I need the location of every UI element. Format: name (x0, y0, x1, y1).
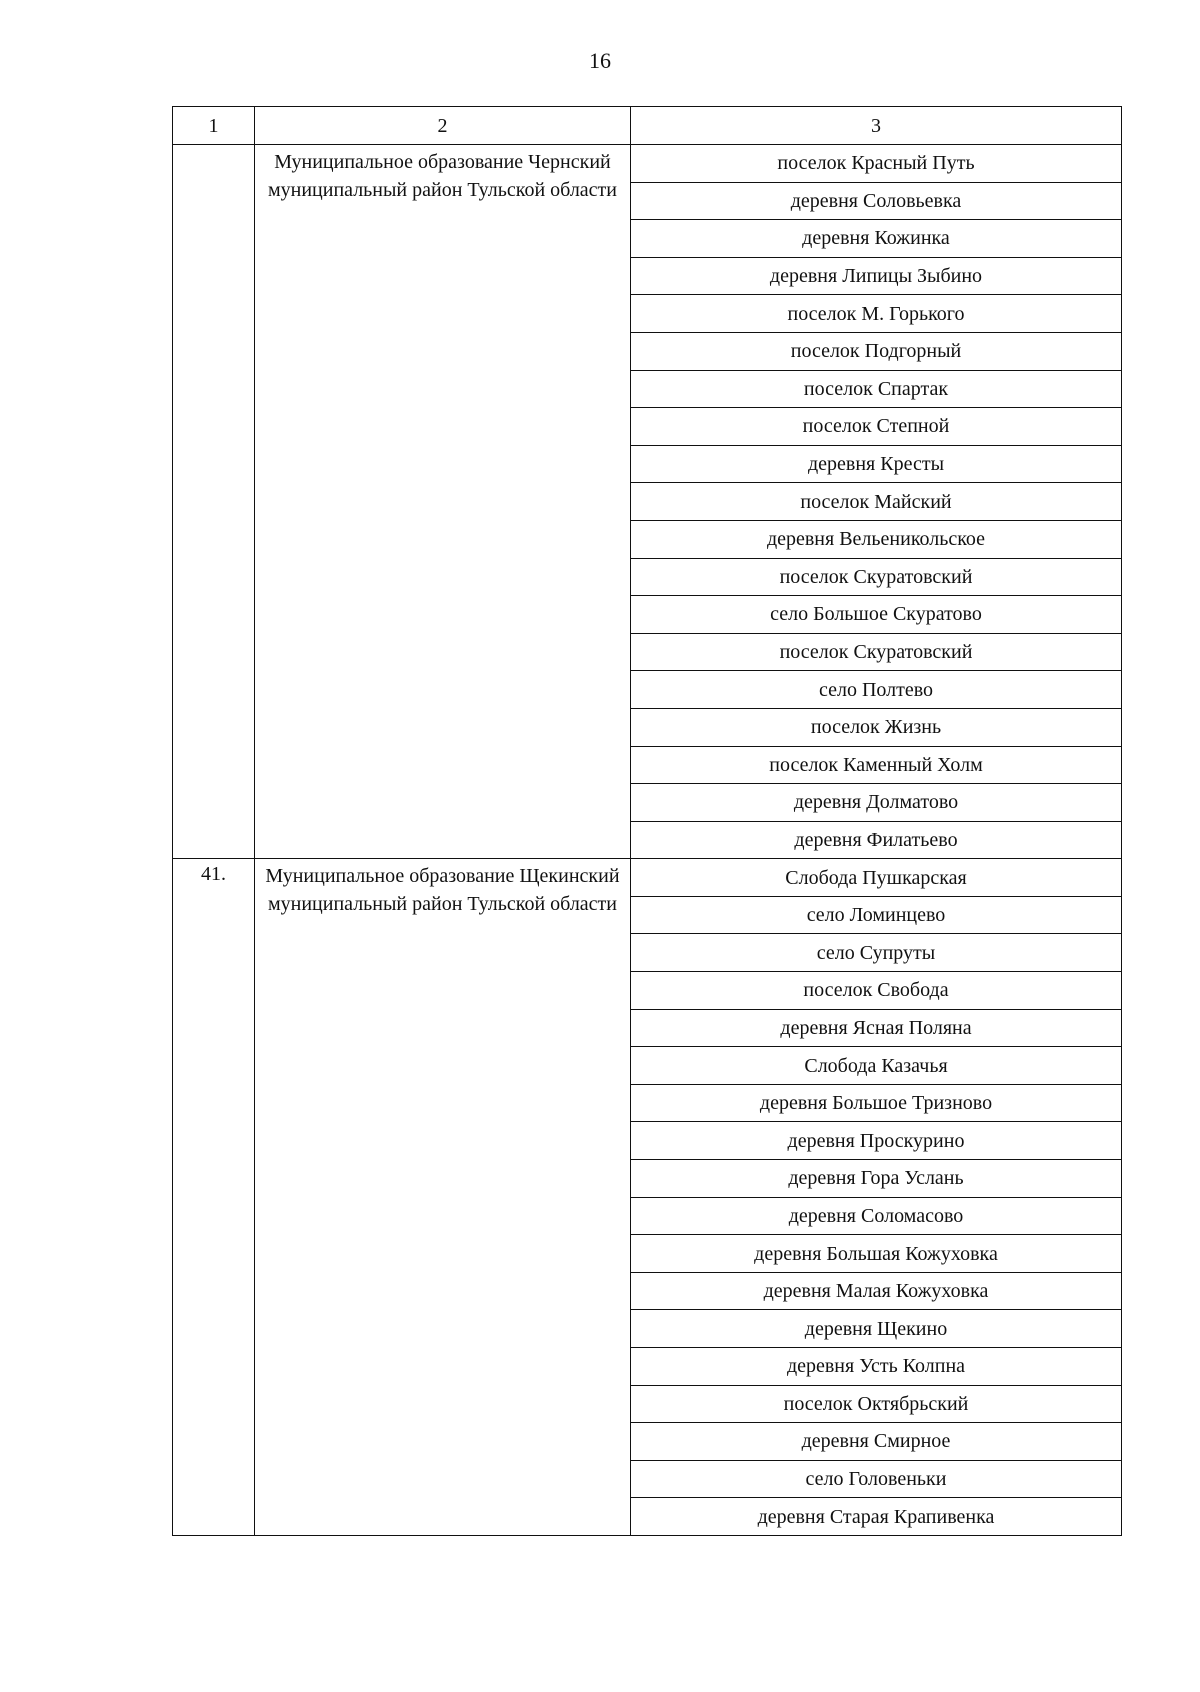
settlement-cell: поселок Скуратовский (631, 633, 1122, 671)
settlement-cell: деревня Смирное (631, 1423, 1122, 1461)
page-number: 16 (589, 48, 611, 73)
settlement-cell: поселок Майский (631, 483, 1122, 521)
settlement-cell: поселок Подгорный (631, 332, 1122, 370)
table-body (173, 107, 1122, 1536)
settlement-cell: Слобода Казачья (631, 1047, 1122, 1085)
settlement-cell: поселок Скуратовский (631, 558, 1122, 596)
settlements-table (172, 106, 1122, 1536)
settlement-cell: деревня Липицы Зыбино (631, 257, 1122, 295)
table-row (173, 145, 1122, 183)
settlement-cell: деревня Филатьево (631, 821, 1122, 859)
settlement-cell: поселок Жизнь (631, 708, 1122, 746)
column-header: 2 (255, 107, 631, 145)
settlement-cell: поселок Каменный Холм (631, 746, 1122, 784)
settlement-cell: село Головеньки (631, 1460, 1122, 1498)
settlement-cell: деревня Проскурино (631, 1122, 1122, 1160)
settlement-cell: деревня Малая Кожуховка (631, 1272, 1122, 1310)
settlement-cell: поселок Красный Путь (631, 145, 1122, 183)
settlement-cell: деревня Гора Услань (631, 1160, 1122, 1198)
settlement-cell: поселок Свобода (631, 972, 1122, 1010)
column-header: 1 (173, 107, 255, 145)
settlement-cell: деревня Большая Кожуховка (631, 1235, 1122, 1273)
settlement-cell: деревня Вельеникольское (631, 520, 1122, 558)
settlement-cell: село Большое Скуратово (631, 596, 1122, 634)
settlement-cell: деревня Соломасово (631, 1197, 1122, 1235)
municipality-cell: Муниципальное образование Чернский муниципальный район Тульской области (255, 145, 631, 859)
settlement-cell: село Супруты (631, 934, 1122, 972)
row-number-cell: 41. (173, 859, 255, 1536)
settlement-cell: село Ломинцево (631, 896, 1122, 934)
table-row (173, 859, 1122, 897)
row-number-cell (173, 145, 255, 859)
municipality-cell: Муниципальное образование Щекинский муниципальный район Тульской области (255, 859, 631, 1536)
settlement-cell: поселок Степной (631, 408, 1122, 446)
settlement-cell: деревня Долматово (631, 784, 1122, 822)
settlement-cell: поселок Спартак (631, 370, 1122, 408)
settlement-cell: Слобода Пушкарская (631, 859, 1122, 897)
settlement-cell: поселок Октябрьский (631, 1385, 1122, 1423)
settlement-cell: село Полтево (631, 671, 1122, 709)
column-header: 3 (631, 107, 1122, 145)
settlement-cell: деревня Соловьевка (631, 182, 1122, 220)
settlement-cell: деревня Большое Тризново (631, 1084, 1122, 1122)
settlement-cell: деревня Старая Крапивенка (631, 1498, 1122, 1536)
settlement-cell: деревня Усть Колпна (631, 1348, 1122, 1386)
settlement-cell: деревня Кожинка (631, 220, 1122, 258)
settlement-cell: деревня Ясная Поляна (631, 1009, 1122, 1047)
settlement-cell: поселок М. Горького (631, 295, 1122, 333)
settlement-cell: деревня Кресты (631, 445, 1122, 483)
table-header-row (173, 107, 1122, 145)
settlement-cell: деревня Щекино (631, 1310, 1122, 1348)
